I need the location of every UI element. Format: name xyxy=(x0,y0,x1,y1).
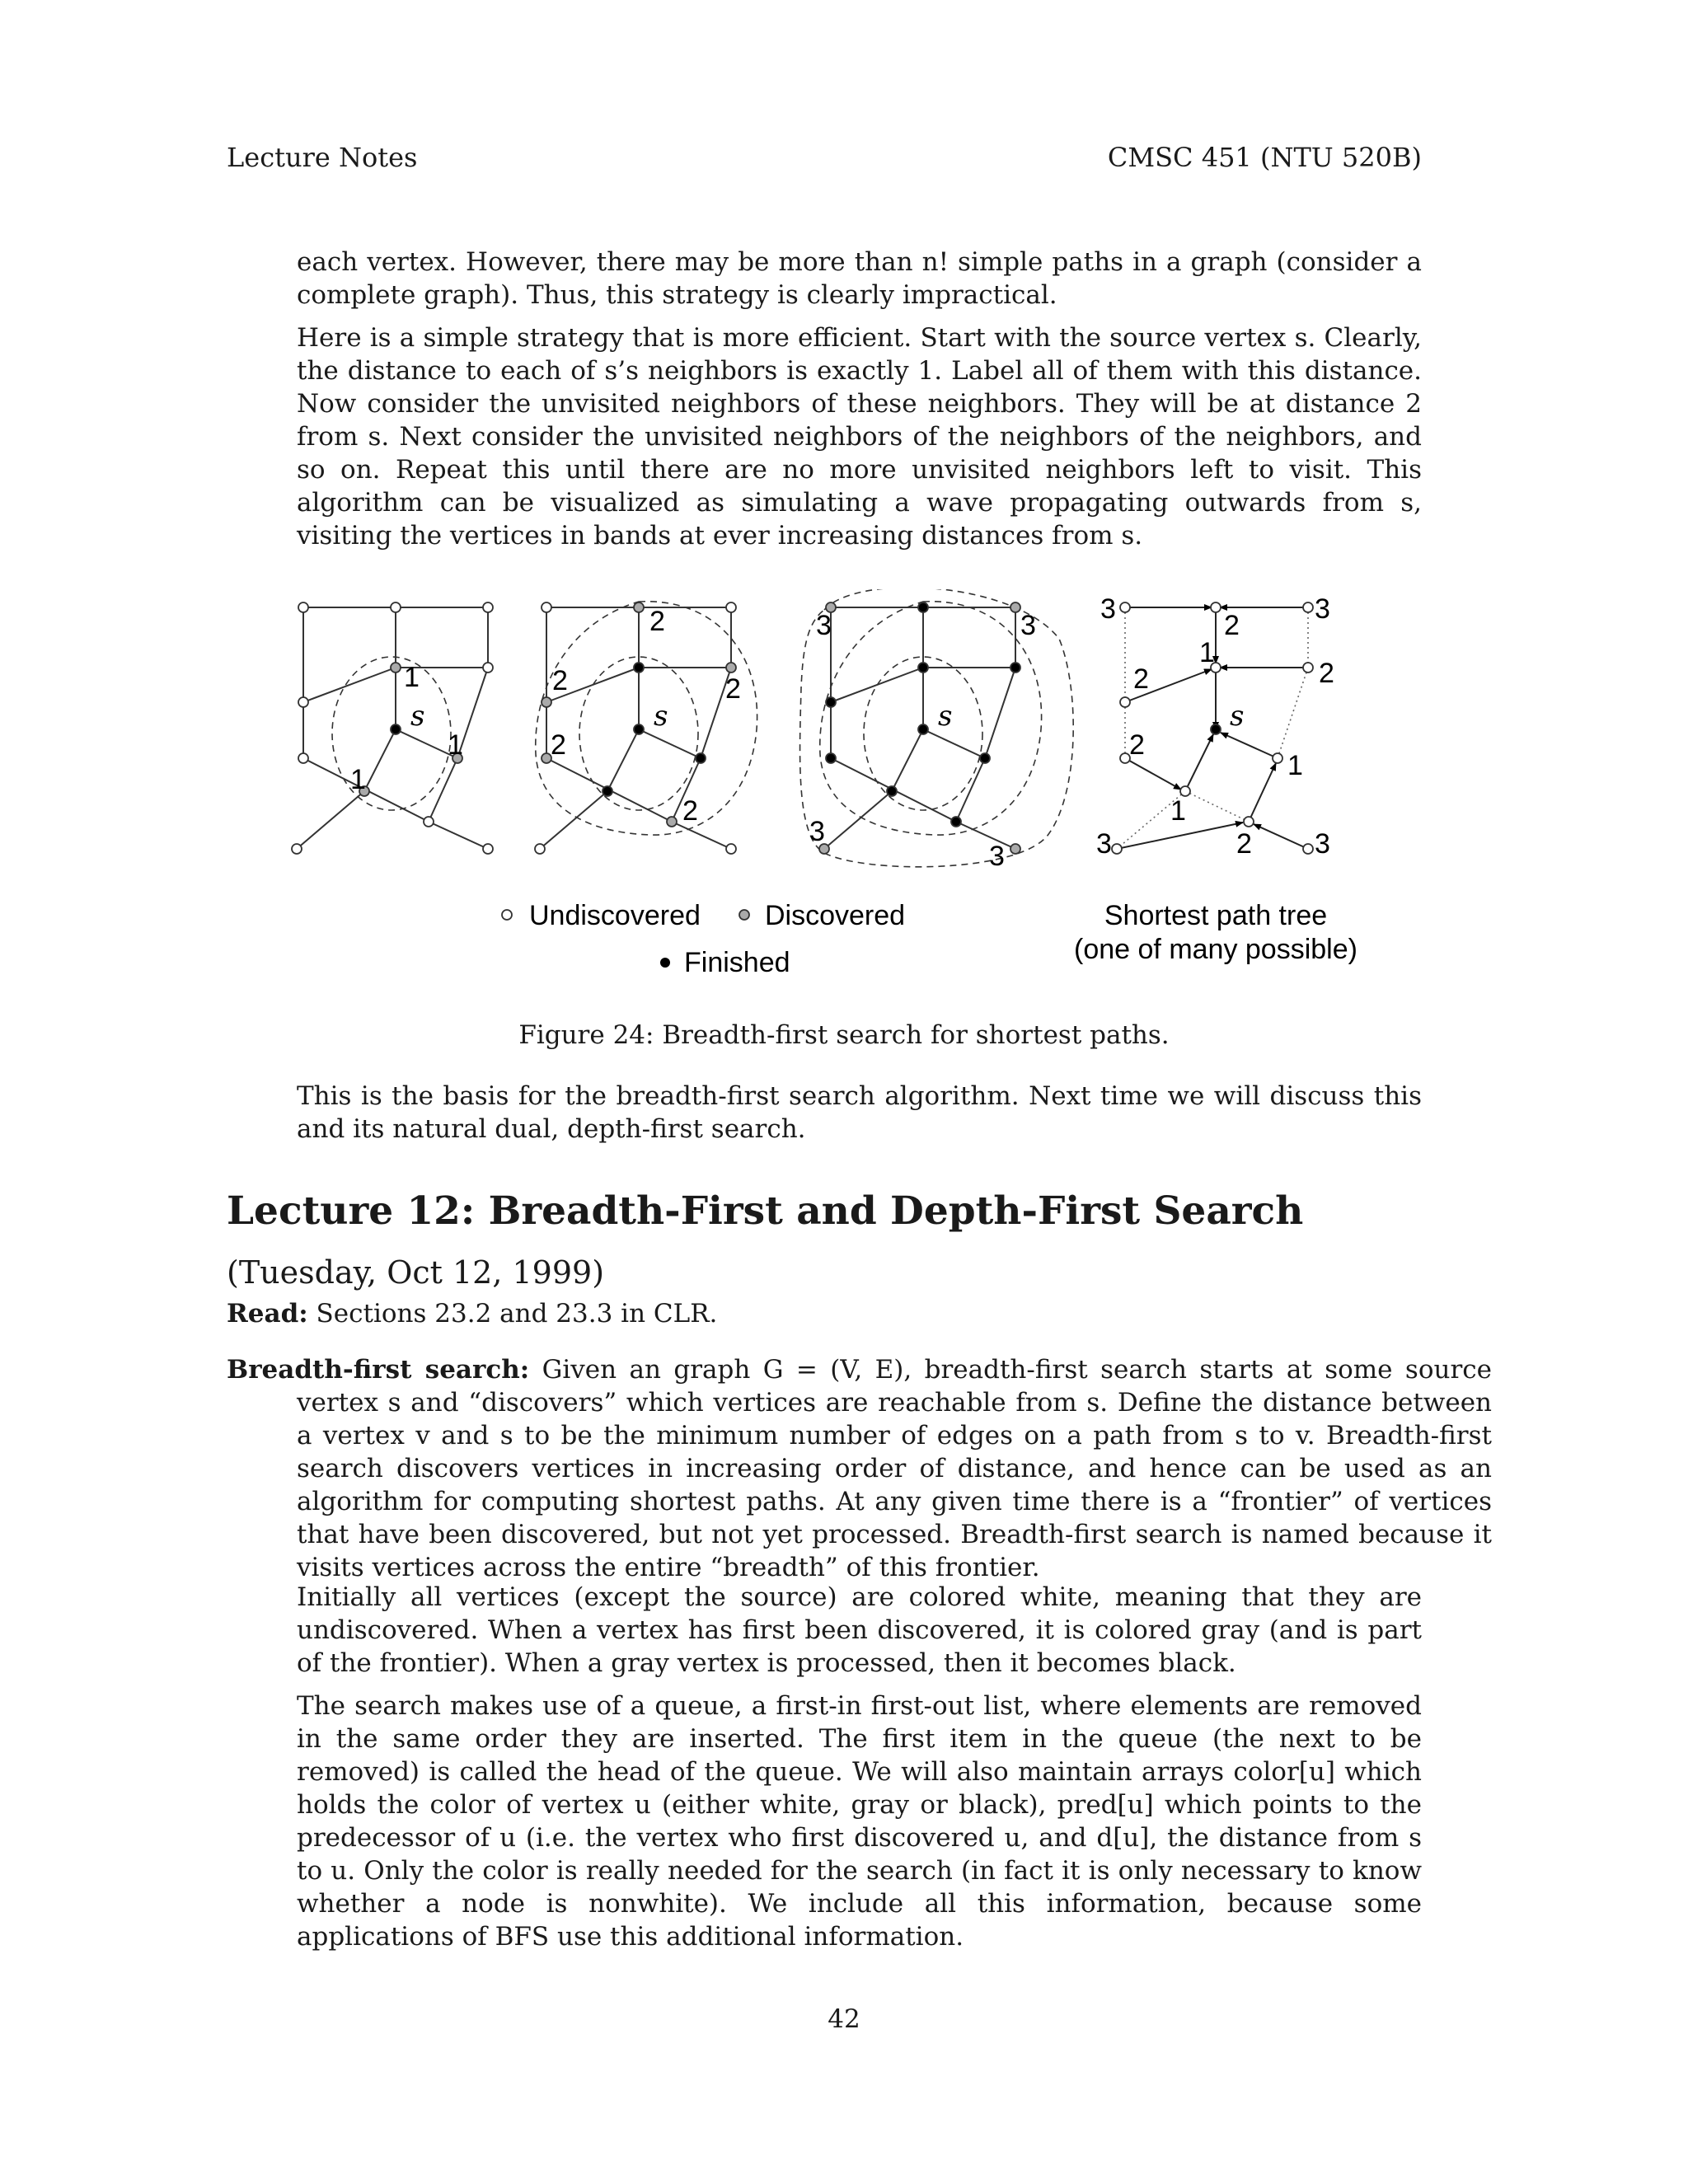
legend-tree-title: Shortest path tree xyxy=(1104,900,1328,931)
lecture-date: (Tuesday, Oct 12, 1999) xyxy=(227,1254,605,1291)
read-text: Sections 23.2 and 23.3 in CLR. xyxy=(307,1299,718,1329)
p4-label-2e: 2 xyxy=(1236,828,1252,860)
p3-label-3c: 3 xyxy=(809,816,825,847)
graph-panel-2 xyxy=(536,602,757,849)
figure-caption: Figure 24: Breadth-first search for shortest paths. xyxy=(518,1020,1170,1050)
paragraph-colors: Initially all vertices (except the source) are colored white, meaning that they are undiscovered. When a vertex has first been discovered, it is colored gray (and is part of the frontier). When a gray vertex is processed, then it becomes black. xyxy=(297,1582,1422,1678)
legend-undiscovered-marker xyxy=(502,910,512,920)
p2-label-2d: 2 xyxy=(725,673,741,705)
p4-label-2d: 2 xyxy=(1129,729,1145,761)
p3-label-3a: 3 xyxy=(816,610,832,641)
paragraph-intro: each vertex. However, there may be more than n! simple paths in a graph (consider a complete graph). Thus, this strategy is clearly impractical. xyxy=(297,247,1422,310)
bfs-term: Breadth-first search: xyxy=(227,1355,530,1385)
p1-label-s: s xyxy=(410,700,425,733)
p4-label-s: s xyxy=(1230,700,1245,733)
p4-label-1c: 1 xyxy=(1170,795,1186,827)
panel-1-vertices xyxy=(292,602,493,854)
legend-undiscovered: Undiscovered xyxy=(529,900,701,931)
p2-label-2b: 2 xyxy=(552,665,568,696)
legend-discovered-marker xyxy=(739,910,749,920)
paragraph-queue: The search makes use of a queue, a first-in first-out list, where elements are removed in the same order they are inserted. The first item in the queue (the next to be removed) is called the head of the queue. We will also maintain arrays color[u] which holds the color of vertex u (either white, gray or black), pred[u] which points to the predecessor of u (i.e. the vertex who first discovered u, and d[u], the distance from s to u. Only the color is really needed for the search (in fact it is only necessary to know whether a node is nonwhite). We include all this information, because some applications of BFS use this additional information. xyxy=(297,1691,1422,1952)
p3-label-3d: 3 xyxy=(989,841,1005,872)
running-header-right: CMSC 451 (NTU 520B) xyxy=(1107,142,1422,173)
legend-tree-subtitle: (one of many possible) xyxy=(1074,934,1357,965)
p1-label-1a: 1 xyxy=(404,662,420,693)
p4-label-3b: 3 xyxy=(1315,593,1330,625)
running-header-left: Lecture Notes xyxy=(227,142,418,173)
p2-label-2c: 2 xyxy=(551,729,566,761)
bfs-text: Given an graph G = (V, E), breadth-first search starts at some source vertex s and “discovers” which vertices are reachable from s. Define the distance between a vertex v and s to be the minimum number of edges on a path from s to v. Breadth-first search discovers vertices in increasing order of distance, and hence can be used as an algorithm for computing shortest paths. At any given time there is a “frontier” of vertices that have been discovered, but not yet processed. Breadth-first search is named because it visits vertices across the entire “breadth” of this frontier. xyxy=(297,1355,1492,1582)
page-number: 42 xyxy=(828,2004,860,2034)
panel-2-vertices xyxy=(535,602,736,854)
bfs-definition xyxy=(227,1353,1492,1584)
p4-label-3c: 3 xyxy=(1096,828,1112,860)
bfs-figure xyxy=(288,589,1393,981)
p4-label-3d: 3 xyxy=(1315,828,1330,860)
p4-label-1b: 1 xyxy=(1287,750,1303,781)
p4-label-2c: 2 xyxy=(1133,663,1149,695)
p4-label-3a: 3 xyxy=(1100,593,1116,625)
panel-3-vertices xyxy=(819,602,1020,854)
p2-label-s: s xyxy=(654,700,668,733)
p4-label-1a: 1 xyxy=(1199,637,1215,668)
p1-label-1b: 1 xyxy=(448,729,463,761)
p3-label-3b: 3 xyxy=(1020,610,1036,641)
legend-finished: Finished xyxy=(684,947,790,978)
read-label: Read: xyxy=(227,1299,308,1329)
reading-assignment xyxy=(227,1299,717,1329)
figure-legend xyxy=(502,900,1357,978)
paragraph-strategy: Here is a simple strategy that is more efficient. Start with the source vertex s. Clearly, the distance to each of s’s neighbors is exactly 1. Label all of them with this distance. Now consider the unvisited neighbors of these neighbors. They will be at distance 2 from s. Next consider the unvisited neighbors of the neighbors of the neighbors, and so on. Repeat this until there are no more unvisited neighbors left to visit. This algorithm can be visualized as simulating a wave propagating outwards from s, visiting the vertices in bands at ever increasing distances from s. xyxy=(297,323,1422,551)
p1-label-1c: 1 xyxy=(350,764,366,795)
legend-discovered: Discovered xyxy=(765,900,906,931)
p2-label-2a: 2 xyxy=(649,606,665,637)
lecture-title: Lecture 12: Breadth-First and Depth-First Search xyxy=(227,1188,1304,1234)
paragraph-basis: This is the basis for the breadth-first search algorithm. Next time we will discuss this and its natural dual, depth-first search. xyxy=(297,1081,1422,1144)
p4-label-2b: 2 xyxy=(1319,658,1334,689)
legend-finished-marker xyxy=(660,958,670,968)
p2-label-2e: 2 xyxy=(682,795,698,827)
p4-label-2a: 2 xyxy=(1224,610,1240,641)
p3-label-s: s xyxy=(938,700,953,733)
